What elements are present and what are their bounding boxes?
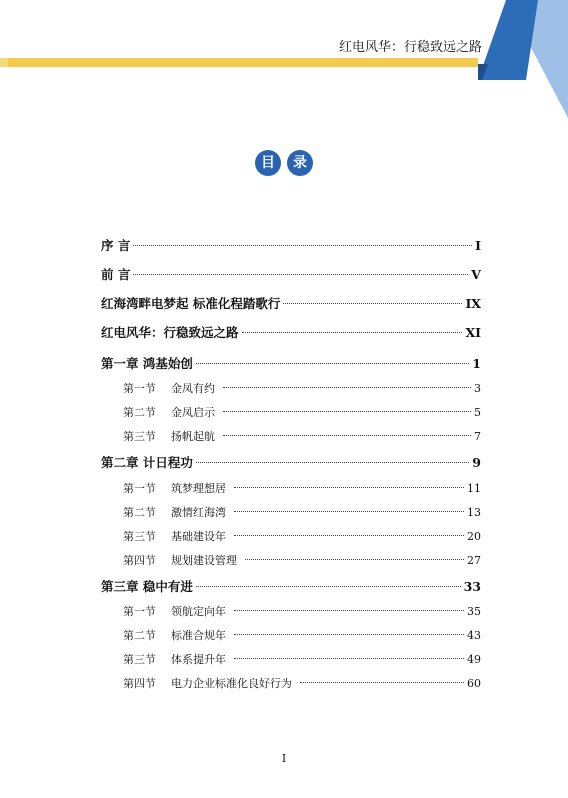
dot-leader <box>196 363 469 364</box>
toc-section-title: 扬帆起航 <box>171 430 215 443</box>
toc-section[interactable] <box>123 528 481 544</box>
toc-section-page: 7 <box>474 430 481 443</box>
toc-chapter[interactable] <box>101 577 481 595</box>
toc-section-number: 第三节 <box>123 430 156 443</box>
toc-entry[interactable] <box>101 236 481 254</box>
toc-section-page: 27 <box>467 554 481 567</box>
header-title: 红电风华：行稳致远之路 <box>338 40 482 55</box>
dot-leader <box>223 387 471 388</box>
toc-chapter-page: 33 <box>463 579 481 594</box>
toc-section-title: 激情红海湾 <box>171 506 226 519</box>
toc-entry-page: V <box>471 267 481 282</box>
toc-section-number: 第三节 <box>123 530 156 543</box>
toc-entry-title: 前 言 <box>101 267 131 282</box>
dot-leader <box>234 634 464 635</box>
toc-chapter-page: 9 <box>472 455 481 470</box>
dot-leader <box>242 332 463 333</box>
toc-section[interactable] <box>123 480 481 496</box>
toc-section[interactable] <box>123 552 481 568</box>
toc-entry-title: 红海湾畔电梦起 标准化程踏歌行 <box>101 296 281 311</box>
header-accent-bar <box>0 58 478 67</box>
toc-section-title: 标准合规年 <box>171 629 226 642</box>
toc-section-number: 第一节 <box>123 482 156 495</box>
toc-section[interactable] <box>123 627 481 643</box>
dot-leader <box>196 462 469 463</box>
toc-section-title: 电力企业标准化良好行为 <box>171 677 292 690</box>
dot-leader <box>283 303 462 304</box>
toc-section-title: 体系提升年 <box>171 653 226 666</box>
header-accent-bar-start <box>0 58 8 67</box>
toc-chapter-title: 第三章 稳中有进 <box>101 579 193 594</box>
toc-chapter-title: 第一章 鸿基始创 <box>101 356 193 371</box>
dot-leader <box>133 274 468 275</box>
toc-entry-page: XI <box>465 325 481 340</box>
toc-entry-page: I <box>475 238 481 253</box>
dot-leader <box>234 535 464 536</box>
toc-chapter-title: 第二章 计日程功 <box>101 455 193 470</box>
toc-section-title: 金凤启示 <box>171 406 215 419</box>
toc-chapter[interactable] <box>101 453 481 471</box>
toc-section[interactable] <box>123 428 481 444</box>
toc-section[interactable] <box>123 675 481 691</box>
toc-section-page: 43 <box>467 629 481 642</box>
corner-decoration <box>478 0 568 118</box>
toc-section-page: 3 <box>474 382 481 395</box>
dot-leader <box>234 610 464 611</box>
dot-leader <box>133 245 472 246</box>
dot-leader <box>196 586 461 587</box>
toc-section-number: 第四节 <box>123 677 156 690</box>
toc-section-number: 第二节 <box>123 406 156 419</box>
toc-section-page: 49 <box>467 653 481 666</box>
toc-section-page: 20 <box>467 530 481 543</box>
toc-section-number: 第一节 <box>123 382 156 395</box>
toc-section-title: 规划建设管理 <box>171 554 237 567</box>
toc-section-number: 第一节 <box>123 605 156 618</box>
toc-entry[interactable] <box>101 294 481 312</box>
toc-section[interactable] <box>123 651 481 667</box>
toc-section-number: 第三节 <box>123 653 156 666</box>
toc-section-number: 第二节 <box>123 629 156 642</box>
dot-leader <box>234 658 464 659</box>
toc-section-page: 5 <box>474 406 481 419</box>
toc-section[interactable] <box>123 504 481 520</box>
toc-section-number: 第四节 <box>123 554 156 567</box>
toc-section[interactable] <box>123 380 481 396</box>
dot-leader <box>245 559 464 560</box>
toc-section-page: 35 <box>467 605 481 618</box>
toc-entry-page: IX <box>465 296 481 311</box>
toc-section-title: 筑梦理想居 <box>171 482 226 495</box>
toc-heading-char: 录 <box>287 150 313 176</box>
toc-entry[interactable] <box>101 265 481 283</box>
dot-leader <box>223 435 471 436</box>
toc-section[interactable] <box>123 404 481 420</box>
toc-heading <box>0 150 568 176</box>
dot-leader <box>300 682 464 683</box>
toc-entry-title: 红电风华：行稳致远之路 <box>101 325 239 340</box>
toc-heading-char: 目 <box>255 150 281 176</box>
page-number: I <box>281 752 287 765</box>
dot-leader <box>234 487 464 488</box>
toc-chapter[interactable] <box>101 354 481 372</box>
toc-section-title: 金凤有约 <box>171 382 215 395</box>
dot-leader <box>234 511 464 512</box>
toc-entry[interactable] <box>101 323 481 341</box>
toc-section-title: 领航定向年 <box>171 605 226 618</box>
toc-section-page: 13 <box>467 506 481 519</box>
dot-leader <box>223 411 471 412</box>
toc-section-page: 11 <box>467 482 481 495</box>
toc-section-number: 第二节 <box>123 506 156 519</box>
toc-section-title: 基础建设年 <box>171 530 226 543</box>
toc-chapter-page: 1 <box>472 356 481 371</box>
toc-section[interactable] <box>123 603 481 619</box>
toc-section-page: 60 <box>467 677 481 690</box>
toc-entry-title: 序 言 <box>101 238 131 253</box>
